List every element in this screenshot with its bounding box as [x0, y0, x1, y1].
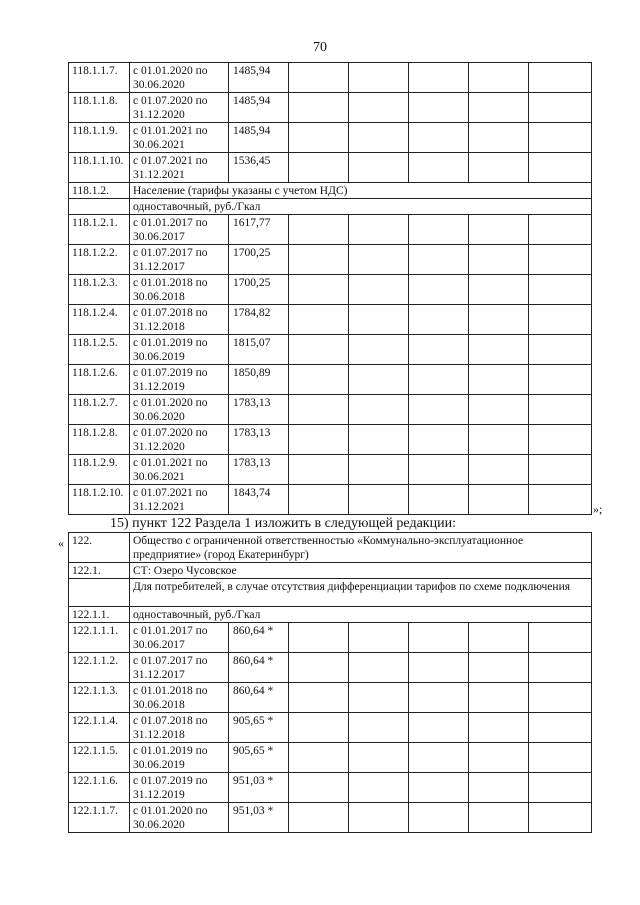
row-period: с 01.01.2018 по 30.06.2018: [130, 683, 229, 713]
row-heading: Для потребителей, в случае отсутствия дифференциации тарифов по схеме подключения: [130, 579, 592, 607]
table-row: [69, 623, 592, 653]
row-heading: Общество с ограниченной ответственностью «Коммунально-эксплуатационное предприятие» (город Екатеринбург): [130, 533, 592, 563]
empty-cell: [349, 683, 409, 713]
row-period: с 01.07.2018 по 31.12.2018: [130, 713, 229, 743]
empty-cell: [349, 743, 409, 773]
empty-cell: [289, 485, 349, 515]
row-heading: Население (тарифы указаны с учетом НДС): [130, 183, 592, 199]
empty-cell: [289, 245, 349, 275]
empty-cell: [409, 743, 469, 773]
empty-cell: [409, 305, 469, 335]
empty-cell: [409, 395, 469, 425]
table-row: [69, 455, 592, 485]
empty-cell: [409, 425, 469, 455]
opening-quote: «: [58, 536, 64, 550]
row-period: с 01.07.2018 по 31.12.2018: [130, 305, 229, 335]
empty-cell: [349, 275, 409, 305]
row-period: с 01.07.2020 по 31.12.2020: [130, 93, 229, 123]
row-code: 118.1.2.3.: [69, 275, 130, 305]
empty-cell: [529, 803, 592, 833]
empty-cell: [289, 623, 349, 653]
empty-cell: [349, 93, 409, 123]
table-row: [69, 579, 592, 607]
row-code: 122.1.1.5.: [69, 743, 130, 773]
empty-cell: [469, 713, 529, 743]
table-row: [69, 533, 592, 563]
row-code: [69, 579, 130, 607]
empty-cell: [289, 425, 349, 455]
empty-cell: [529, 683, 592, 713]
empty-cell: [529, 485, 592, 515]
amendment-instruction: 15) пункт 122 Раздела 1 изложить в следующей редакции:: [110, 516, 456, 531]
row-value: 860,64 *: [229, 623, 289, 653]
empty-cell: [289, 455, 349, 485]
row-value: 905,65 *: [229, 713, 289, 743]
empty-cell: [469, 123, 529, 153]
row-code: 118.1.2.10.: [69, 485, 130, 515]
tariff-table-122: [68, 532, 592, 833]
row-period: с 01.07.2020 по 31.12.2020: [130, 425, 229, 455]
empty-cell: [409, 153, 469, 183]
row-code: 118.1.2.6.: [69, 365, 130, 395]
empty-cell: [529, 335, 592, 365]
table-row: [69, 365, 592, 395]
empty-cell: [349, 773, 409, 803]
empty-cell: [409, 123, 469, 153]
row-code: 118.1.1.10.: [69, 153, 130, 183]
empty-cell: [289, 395, 349, 425]
empty-cell: [289, 713, 349, 743]
empty-cell: [529, 153, 592, 183]
empty-cell: [349, 623, 409, 653]
empty-cell: [469, 63, 529, 93]
empty-cell: [349, 335, 409, 365]
empty-cell: [289, 365, 349, 395]
empty-cell: [469, 395, 529, 425]
row-code: 122.1.1.2.: [69, 653, 130, 683]
row-code: 122.1.1.4.: [69, 713, 130, 743]
empty-cell: [409, 93, 469, 123]
row-value: 1700,25: [229, 245, 289, 275]
empty-cell: [349, 395, 409, 425]
row-code: 118.1.2.5.: [69, 335, 130, 365]
empty-cell: [289, 653, 349, 683]
empty-cell: [409, 215, 469, 245]
empty-cell: [469, 425, 529, 455]
empty-cell: [349, 425, 409, 455]
row-value: 1700,25: [229, 275, 289, 305]
row-heading: одноставочный, руб./Гкал: [130, 607, 592, 623]
row-period: с 01.01.2021 по 30.06.2021: [130, 123, 229, 153]
empty-cell: [469, 485, 529, 515]
row-period: с 01.01.2020 по 30.06.2020: [130, 803, 229, 833]
empty-cell: [409, 713, 469, 743]
empty-cell: [289, 153, 349, 183]
row-period: с 01.01.2017 по 30.06.2017: [130, 623, 229, 653]
row-value: 1784,82: [229, 305, 289, 335]
table-row: [69, 63, 592, 93]
row-value: 1485,94: [229, 123, 289, 153]
empty-cell: [289, 305, 349, 335]
row-period: с 01.01.2017 по 30.06.2017: [130, 215, 229, 245]
table-row: [69, 743, 592, 773]
empty-cell: [469, 215, 529, 245]
empty-cell: [289, 773, 349, 803]
tariff-table-118: [68, 62, 592, 515]
row-period: с 01.01.2020 по 30.06.2020: [130, 63, 229, 93]
table-row: [69, 93, 592, 123]
empty-cell: [409, 63, 469, 93]
row-code: 118.1.1.9.: [69, 123, 130, 153]
empty-cell: [349, 713, 409, 743]
row-period: с 01.07.2021 по 31.12.2021: [130, 485, 229, 515]
empty-cell: [289, 63, 349, 93]
empty-cell: [529, 63, 592, 93]
empty-cell: [529, 713, 592, 743]
empty-cell: [469, 335, 529, 365]
table-row: [69, 425, 592, 455]
empty-cell: [529, 305, 592, 335]
empty-cell: [349, 123, 409, 153]
table-row: [69, 653, 592, 683]
empty-cell: [289, 215, 349, 245]
row-value: 1850,89: [229, 365, 289, 395]
row-period: с 01.07.2019 по 31.12.2019: [130, 773, 229, 803]
empty-cell: [469, 455, 529, 485]
row-code: [69, 199, 130, 215]
empty-cell: [409, 275, 469, 305]
empty-cell: [349, 215, 409, 245]
empty-cell: [349, 245, 409, 275]
table-row: [69, 153, 592, 183]
empty-cell: [349, 653, 409, 683]
empty-cell: [349, 455, 409, 485]
empty-cell: [409, 773, 469, 803]
empty-cell: [469, 743, 529, 773]
empty-cell: [469, 305, 529, 335]
empty-cell: [529, 623, 592, 653]
row-period: с 01.01.2018 по 30.06.2018: [130, 275, 229, 305]
table-row: [69, 245, 592, 275]
empty-cell: [529, 275, 592, 305]
row-code: 118.1.2.: [69, 183, 130, 199]
empty-cell: [289, 123, 349, 153]
table-row: [69, 123, 592, 153]
empty-cell: [469, 623, 529, 653]
row-period: с 01.01.2021 по 30.06.2021: [130, 455, 229, 485]
empty-cell: [529, 743, 592, 773]
row-value: 1783,13: [229, 395, 289, 425]
empty-cell: [469, 365, 529, 395]
empty-cell: [349, 305, 409, 335]
empty-cell: [409, 335, 469, 365]
empty-cell: [529, 455, 592, 485]
table-row: [69, 199, 592, 215]
row-code: 122.1.1.7.: [69, 803, 130, 833]
empty-cell: [529, 395, 592, 425]
empty-cell: [469, 275, 529, 305]
empty-cell: [349, 365, 409, 395]
row-code: 118.1.2.2.: [69, 245, 130, 275]
row-period: с 01.07.2017 по 31.12.2017: [130, 653, 229, 683]
row-value: 1783,13: [229, 425, 289, 455]
table-row: [69, 275, 592, 305]
row-value: 1536,45: [229, 153, 289, 183]
row-code: 118.1.1.8.: [69, 93, 130, 123]
empty-cell: [529, 123, 592, 153]
row-value: 1783,13: [229, 455, 289, 485]
row-heading: СТ: Озеро Чусовское: [130, 563, 592, 579]
table-row: [69, 183, 592, 199]
row-period: с 01.07.2017 по 31.12.2017: [130, 245, 229, 275]
row-period: с 01.01.2020 по 30.06.2020: [130, 395, 229, 425]
table-row: [69, 563, 592, 579]
row-code: 118.1.2.9.: [69, 455, 130, 485]
empty-cell: [289, 275, 349, 305]
empty-cell: [349, 153, 409, 183]
empty-cell: [529, 215, 592, 245]
table-row: [69, 803, 592, 833]
table-row: [69, 607, 592, 623]
empty-cell: [469, 93, 529, 123]
empty-cell: [529, 425, 592, 455]
row-code: 122.1.1.6.: [69, 773, 130, 803]
row-code: 122.1.1.1.: [69, 623, 130, 653]
row-value: 860,64 *: [229, 683, 289, 713]
empty-cell: [289, 335, 349, 365]
empty-cell: [409, 245, 469, 275]
row-code: 118.1.2.8.: [69, 425, 130, 455]
empty-cell: [409, 683, 469, 713]
row-code: 122.1.1.: [69, 607, 130, 623]
row-code: 122.1.1.3.: [69, 683, 130, 713]
empty-cell: [349, 63, 409, 93]
empty-cell: [469, 773, 529, 803]
empty-cell: [409, 623, 469, 653]
table-row: [69, 215, 592, 245]
row-value: 1485,94: [229, 93, 289, 123]
row-value: 1617,77: [229, 215, 289, 245]
closing-mark: »;: [593, 502, 603, 516]
row-value: 1485,94: [229, 63, 289, 93]
row-period: с 01.01.2019 по 30.06.2019: [130, 743, 229, 773]
row-period: с 01.01.2019 по 30.06.2019: [130, 335, 229, 365]
page-number: 70: [313, 40, 327, 55]
empty-cell: [469, 683, 529, 713]
row-period: с 01.07.2021 по 31.12.2021: [130, 153, 229, 183]
table-row: [69, 683, 592, 713]
row-code: 122.: [69, 533, 130, 563]
empty-cell: [409, 653, 469, 683]
empty-cell: [349, 485, 409, 515]
empty-cell: [409, 455, 469, 485]
empty-cell: [529, 773, 592, 803]
table-row: [69, 713, 592, 743]
table-row: [69, 773, 592, 803]
row-code: 118.1.2.1.: [69, 215, 130, 245]
table-row: [69, 335, 592, 365]
empty-cell: [529, 245, 592, 275]
empty-cell: [469, 653, 529, 683]
empty-cell: [409, 803, 469, 833]
row-value: 951,03 *: [229, 803, 289, 833]
empty-cell: [289, 803, 349, 833]
row-value: 1815,07: [229, 335, 289, 365]
empty-cell: [289, 743, 349, 773]
empty-cell: [529, 93, 592, 123]
empty-cell: [529, 653, 592, 683]
row-value: 951,03 *: [229, 773, 289, 803]
row-value: 905,65 *: [229, 743, 289, 773]
empty-cell: [409, 365, 469, 395]
empty-cell: [289, 93, 349, 123]
empty-cell: [529, 365, 592, 395]
row-period: с 01.07.2019 по 31.12.2019: [130, 365, 229, 395]
row-value: 860,64 *: [229, 653, 289, 683]
empty-cell: [469, 245, 529, 275]
table-row: [69, 395, 592, 425]
table-row: [69, 305, 592, 335]
empty-cell: [469, 153, 529, 183]
row-code: 118.1.1.7.: [69, 63, 130, 93]
row-code: 118.1.2.7.: [69, 395, 130, 425]
row-code: 118.1.2.4.: [69, 305, 130, 335]
row-value: 1843,74: [229, 485, 289, 515]
row-code: 122.1.: [69, 563, 130, 579]
row-heading: одноставочный, руб./Гкал: [130, 199, 592, 215]
empty-cell: [469, 803, 529, 833]
empty-cell: [409, 485, 469, 515]
table-row: [69, 485, 592, 515]
empty-cell: [349, 803, 409, 833]
empty-cell: [289, 683, 349, 713]
